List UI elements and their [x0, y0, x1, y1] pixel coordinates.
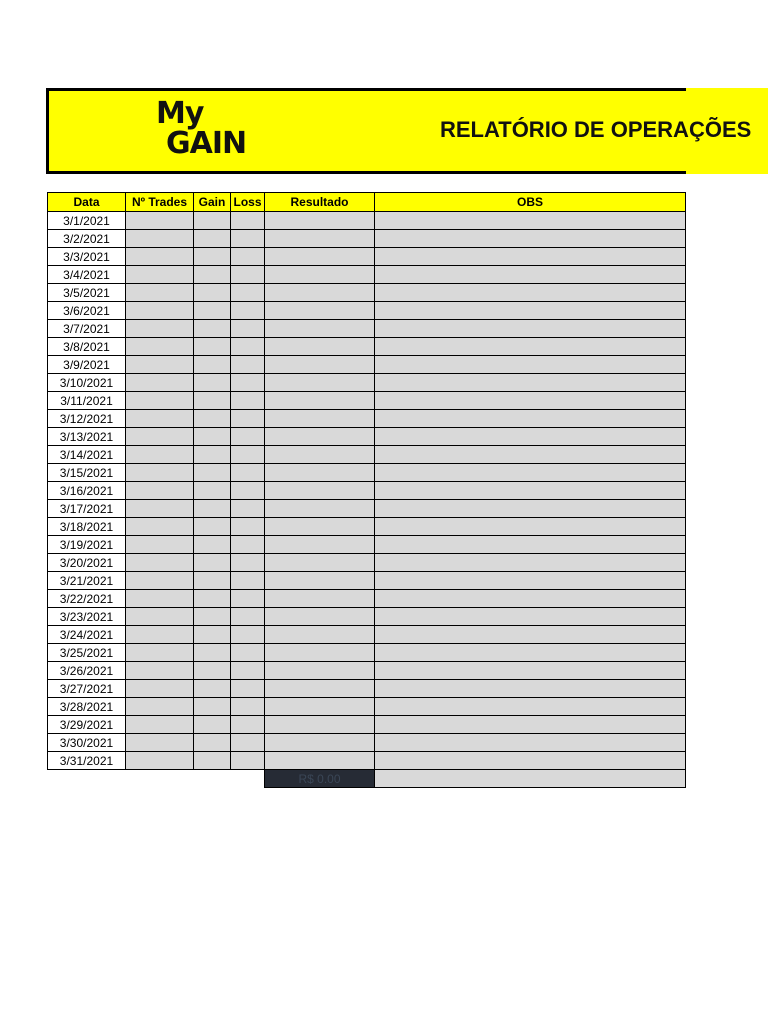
trades-cell[interactable]: [126, 518, 194, 536]
obs-cell[interactable]: [375, 392, 686, 410]
loss-cell[interactable]: [231, 284, 265, 302]
date-cell[interactable]: 3/19/2021: [48, 536, 126, 554]
gain-cell[interactable]: [194, 356, 231, 374]
trades-cell[interactable]: [126, 662, 194, 680]
date-cell[interactable]: 3/3/2021: [48, 248, 126, 266]
table-row: [48, 698, 686, 716]
loss-cell[interactable]: [231, 356, 265, 374]
resultado-cell[interactable]: [265, 698, 375, 716]
table-row: [48, 230, 686, 248]
loss-cell[interactable]: [231, 752, 265, 770]
table-row: [48, 590, 686, 608]
loss-cell[interactable]: [231, 428, 265, 446]
trades-cell[interactable]: [126, 590, 194, 608]
gain-cell[interactable]: [194, 644, 231, 662]
date-cell[interactable]: 3/5/2021: [48, 284, 126, 302]
resultado-cell[interactable]: [265, 518, 375, 536]
gain-cell[interactable]: [194, 392, 231, 410]
trades-cell[interactable]: [126, 608, 194, 626]
resultado-cell[interactable]: [265, 572, 375, 590]
table-row: [48, 464, 686, 482]
loss-cell[interactable]: [231, 464, 265, 482]
loss-cell[interactable]: [231, 230, 265, 248]
trades-cell[interactable]: [126, 266, 194, 284]
date-cell[interactable]: 3/16/2021: [48, 482, 126, 500]
trades-cell[interactable]: [126, 446, 194, 464]
loss-cell[interactable]: [231, 572, 265, 590]
table-row: [48, 428, 686, 446]
gain-cell[interactable]: [194, 554, 231, 572]
obs-cell[interactable]: [375, 644, 686, 662]
date-cell[interactable]: 3/27/2021: [48, 680, 126, 698]
gain-cell[interactable]: [194, 248, 231, 266]
obs-cell[interactable]: [375, 734, 686, 752]
resultado-cell[interactable]: [265, 500, 375, 518]
obs-cell[interactable]: [375, 266, 686, 284]
resultado-cell[interactable]: [265, 248, 375, 266]
gain-cell[interactable]: [194, 230, 231, 248]
obs-cell[interactable]: [375, 680, 686, 698]
resultado-cell[interactable]: [265, 626, 375, 644]
loss-cell[interactable]: [231, 248, 265, 266]
col-header-gain: Gain: [194, 193, 231, 212]
obs-cell[interactable]: [375, 590, 686, 608]
gain-cell[interactable]: [194, 500, 231, 518]
gain-cell[interactable]: [194, 266, 231, 284]
table-row: [48, 212, 686, 230]
loss-cell[interactable]: [231, 410, 265, 428]
resultado-cell[interactable]: [265, 230, 375, 248]
trades-cell[interactable]: [126, 716, 194, 734]
table-row: [48, 374, 686, 392]
gain-cell[interactable]: [194, 482, 231, 500]
report-title: RELATÓRIO DE OPERAÇÕES: [440, 117, 752, 142]
table-row: [48, 680, 686, 698]
date-cell[interactable]: 3/8/2021: [48, 338, 126, 356]
trades-cell[interactable]: [126, 374, 194, 392]
date-cell[interactable]: 3/20/2021: [48, 554, 126, 572]
trades-cell[interactable]: [126, 644, 194, 662]
obs-cell[interactable]: [375, 464, 686, 482]
col-header-resultado: Resultado: [265, 193, 375, 212]
loss-cell[interactable]: [231, 662, 265, 680]
resultado-cell[interactable]: [265, 284, 375, 302]
loss-cell[interactable]: [231, 446, 265, 464]
gain-cell[interactable]: [194, 590, 231, 608]
date-cell[interactable]: 3/15/2021: [48, 464, 126, 482]
loss-cell[interactable]: [231, 608, 265, 626]
date-cell[interactable]: 3/21/2021: [48, 572, 126, 590]
date-cell[interactable]: 3/31/2021: [48, 752, 126, 770]
trades-cell[interactable]: [126, 500, 194, 518]
table-row: [48, 554, 686, 572]
obs-cell[interactable]: [375, 572, 686, 590]
date-cell[interactable]: 3/4/2021: [48, 266, 126, 284]
obs-cell[interactable]: [375, 662, 686, 680]
table-row: [48, 338, 686, 356]
trades-cell[interactable]: [126, 626, 194, 644]
obs-cell[interactable]: [375, 536, 686, 554]
loss-cell[interactable]: [231, 590, 265, 608]
loss-cell[interactable]: [231, 626, 265, 644]
obs-cell[interactable]: [375, 248, 686, 266]
obs-cell[interactable]: [375, 752, 686, 770]
total-spacer: [48, 770, 265, 788]
obs-cell[interactable]: [375, 518, 686, 536]
table-row: [48, 734, 686, 752]
table-row: [48, 500, 686, 518]
gain-cell[interactable]: [194, 734, 231, 752]
gain-cell[interactable]: [194, 662, 231, 680]
gain-cell[interactable]: [194, 338, 231, 356]
gain-cell[interactable]: [194, 536, 231, 554]
table-row: [48, 626, 686, 644]
resultado-cell[interactable]: [265, 356, 375, 374]
gain-cell[interactable]: [194, 608, 231, 626]
date-cell[interactable]: 3/28/2021: [48, 698, 126, 716]
gain-cell[interactable]: [194, 752, 231, 770]
col-header-trades: Nº Trades: [126, 193, 194, 212]
date-cell[interactable]: 3/14/2021: [48, 446, 126, 464]
loss-cell[interactable]: [231, 518, 265, 536]
trades-cell[interactable]: [126, 554, 194, 572]
resultado-cell[interactable]: [265, 374, 375, 392]
loss-cell[interactable]: [231, 302, 265, 320]
trades-cell[interactable]: [126, 230, 194, 248]
date-cell[interactable]: 3/1/2021: [48, 212, 126, 230]
trades-cell[interactable]: [126, 392, 194, 410]
loss-cell[interactable]: [231, 374, 265, 392]
total-row: [48, 770, 686, 788]
resultado-cell[interactable]: [265, 410, 375, 428]
trades-cell[interactable]: [126, 428, 194, 446]
loss-cell[interactable]: [231, 482, 265, 500]
resultado-cell[interactable]: [265, 428, 375, 446]
table-row: [48, 752, 686, 770]
resultado-cell[interactable]: [265, 338, 375, 356]
table-row: [48, 644, 686, 662]
obs-cell[interactable]: [375, 554, 686, 572]
logo-gain: GAIN: [166, 126, 247, 161]
loss-cell[interactable]: [231, 320, 265, 338]
resultado-cell[interactable]: [265, 212, 375, 230]
loss-cell[interactable]: [231, 500, 265, 518]
loss-cell[interactable]: [231, 392, 265, 410]
resultado-cell[interactable]: [265, 392, 375, 410]
gain-cell[interactable]: [194, 680, 231, 698]
table-row: [48, 320, 686, 338]
table-row: [48, 410, 686, 428]
obs-cell[interactable]: [375, 356, 686, 374]
gain-cell[interactable]: [194, 464, 231, 482]
loss-cell[interactable]: [231, 698, 265, 716]
obs-cell[interactable]: [375, 230, 686, 248]
trades-cell[interactable]: [126, 338, 194, 356]
resultado-cell[interactable]: [265, 464, 375, 482]
loss-cell[interactable]: [231, 644, 265, 662]
gain-cell[interactable]: [194, 572, 231, 590]
resultado-cell[interactable]: [265, 536, 375, 554]
gain-cell[interactable]: [194, 212, 231, 230]
date-cell[interactable]: 3/10/2021: [48, 374, 126, 392]
table-row: [48, 716, 686, 734]
trades-cell[interactable]: [126, 410, 194, 428]
obs-cell[interactable]: [375, 446, 686, 464]
resultado-cell[interactable]: [265, 680, 375, 698]
obs-cell[interactable]: [375, 608, 686, 626]
date-cell[interactable]: 3/7/2021: [48, 320, 126, 338]
date-cell[interactable]: 3/13/2021: [48, 428, 126, 446]
table-row: [48, 482, 686, 500]
col-header-data: Data: [48, 193, 126, 212]
date-cell[interactable]: 3/17/2021: [48, 500, 126, 518]
table-row: [48, 446, 686, 464]
loss-cell[interactable]: [231, 212, 265, 230]
table-row: [48, 518, 686, 536]
loss-cell[interactable]: [231, 680, 265, 698]
header-row: [48, 193, 686, 212]
gain-cell[interactable]: [194, 374, 231, 392]
loss-cell[interactable]: [231, 338, 265, 356]
date-cell[interactable]: 3/24/2021: [48, 626, 126, 644]
loss-cell[interactable]: [231, 734, 265, 752]
resultado-cell[interactable]: [265, 662, 375, 680]
trades-cell[interactable]: [126, 212, 194, 230]
date-cell[interactable]: 3/11/2021: [48, 392, 126, 410]
table-row: [48, 248, 686, 266]
total-obs-cell[interactable]: [375, 770, 686, 788]
title-container: [440, 114, 752, 150]
obs-cell[interactable]: [375, 284, 686, 302]
table-row: [48, 662, 686, 680]
col-header-loss: Loss: [231, 193, 265, 212]
table-row: [48, 392, 686, 410]
date-cell[interactable]: 3/25/2021: [48, 644, 126, 662]
trades-cell[interactable]: [126, 680, 194, 698]
trades-cell[interactable]: [126, 356, 194, 374]
gain-cell[interactable]: [194, 446, 231, 464]
date-cell[interactable]: 3/12/2021: [48, 410, 126, 428]
obs-cell[interactable]: [375, 428, 686, 446]
mygain-logo: [154, 98, 274, 164]
loss-cell[interactable]: [231, 716, 265, 734]
loss-cell[interactable]: [231, 536, 265, 554]
date-cell[interactable]: 3/6/2021: [48, 302, 126, 320]
table-row: [48, 608, 686, 626]
gain-cell[interactable]: [194, 284, 231, 302]
gain-cell[interactable]: [194, 698, 231, 716]
resultado-cell[interactable]: [265, 734, 375, 752]
logo-my: My: [156, 96, 204, 131]
obs-cell[interactable]: [375, 716, 686, 734]
loss-cell[interactable]: [231, 554, 265, 572]
date-cell[interactable]: 3/9/2021: [48, 356, 126, 374]
obs-cell[interactable]: [375, 374, 686, 392]
table-row: [48, 536, 686, 554]
gain-cell[interactable]: [194, 716, 231, 734]
gain-cell[interactable]: [194, 302, 231, 320]
resultado-cell[interactable]: [265, 716, 375, 734]
loss-cell[interactable]: [231, 266, 265, 284]
trades-cell[interactable]: [126, 320, 194, 338]
date-cell[interactable]: 3/29/2021: [48, 716, 126, 734]
obs-cell[interactable]: [375, 320, 686, 338]
trades-cell[interactable]: [126, 734, 194, 752]
resultado-cell[interactable]: [265, 302, 375, 320]
obs-cell[interactable]: [375, 212, 686, 230]
resultado-cell[interactable]: [265, 752, 375, 770]
resultado-cell[interactable]: [265, 320, 375, 338]
obs-cell[interactable]: [375, 302, 686, 320]
total-resultado-cell[interactable]: R$ 0.00: [265, 770, 375, 788]
obs-cell[interactable]: [375, 626, 686, 644]
date-cell[interactable]: 3/23/2021: [48, 608, 126, 626]
trades-cell[interactable]: [126, 698, 194, 716]
date-cell[interactable]: 3/22/2021: [48, 590, 126, 608]
obs-cell[interactable]: [375, 338, 686, 356]
trades-cell[interactable]: [126, 536, 194, 554]
table-row: [48, 572, 686, 590]
gain-cell[interactable]: [194, 320, 231, 338]
date-cell[interactable]: 3/26/2021: [48, 662, 126, 680]
gain-cell[interactable]: [194, 518, 231, 536]
date-cell[interactable]: 3/2/2021: [48, 230, 126, 248]
col-header-obs: OBS: [375, 193, 686, 212]
resultado-cell[interactable]: [265, 608, 375, 626]
date-cell[interactable]: 3/18/2021: [48, 518, 126, 536]
trades-cell[interactable]: [126, 302, 194, 320]
resultado-cell[interactable]: [265, 554, 375, 572]
table-row: [48, 356, 686, 374]
resultado-cell[interactable]: [265, 446, 375, 464]
obs-cell[interactable]: [375, 698, 686, 716]
trades-cell[interactable]: [126, 482, 194, 500]
trades-cell[interactable]: [126, 752, 194, 770]
table-row: [48, 302, 686, 320]
resultado-cell[interactable]: [265, 644, 375, 662]
obs-cell[interactable]: [375, 482, 686, 500]
resultado-cell[interactable]: [265, 266, 375, 284]
resultado-cell[interactable]: [265, 482, 375, 500]
trades-cell[interactable]: [126, 284, 194, 302]
gain-cell[interactable]: [194, 410, 231, 428]
gain-cell[interactable]: [194, 626, 231, 644]
operations-table: [47, 192, 686, 788]
trades-cell[interactable]: [126, 464, 194, 482]
obs-cell[interactable]: [375, 410, 686, 428]
table-row: [48, 284, 686, 302]
obs-cell[interactable]: [375, 500, 686, 518]
gain-cell[interactable]: [194, 428, 231, 446]
date-cell[interactable]: 3/30/2021: [48, 734, 126, 752]
trades-cell[interactable]: [126, 572, 194, 590]
resultado-cell[interactable]: [265, 590, 375, 608]
table-row: [48, 266, 686, 284]
trades-cell[interactable]: [126, 248, 194, 266]
